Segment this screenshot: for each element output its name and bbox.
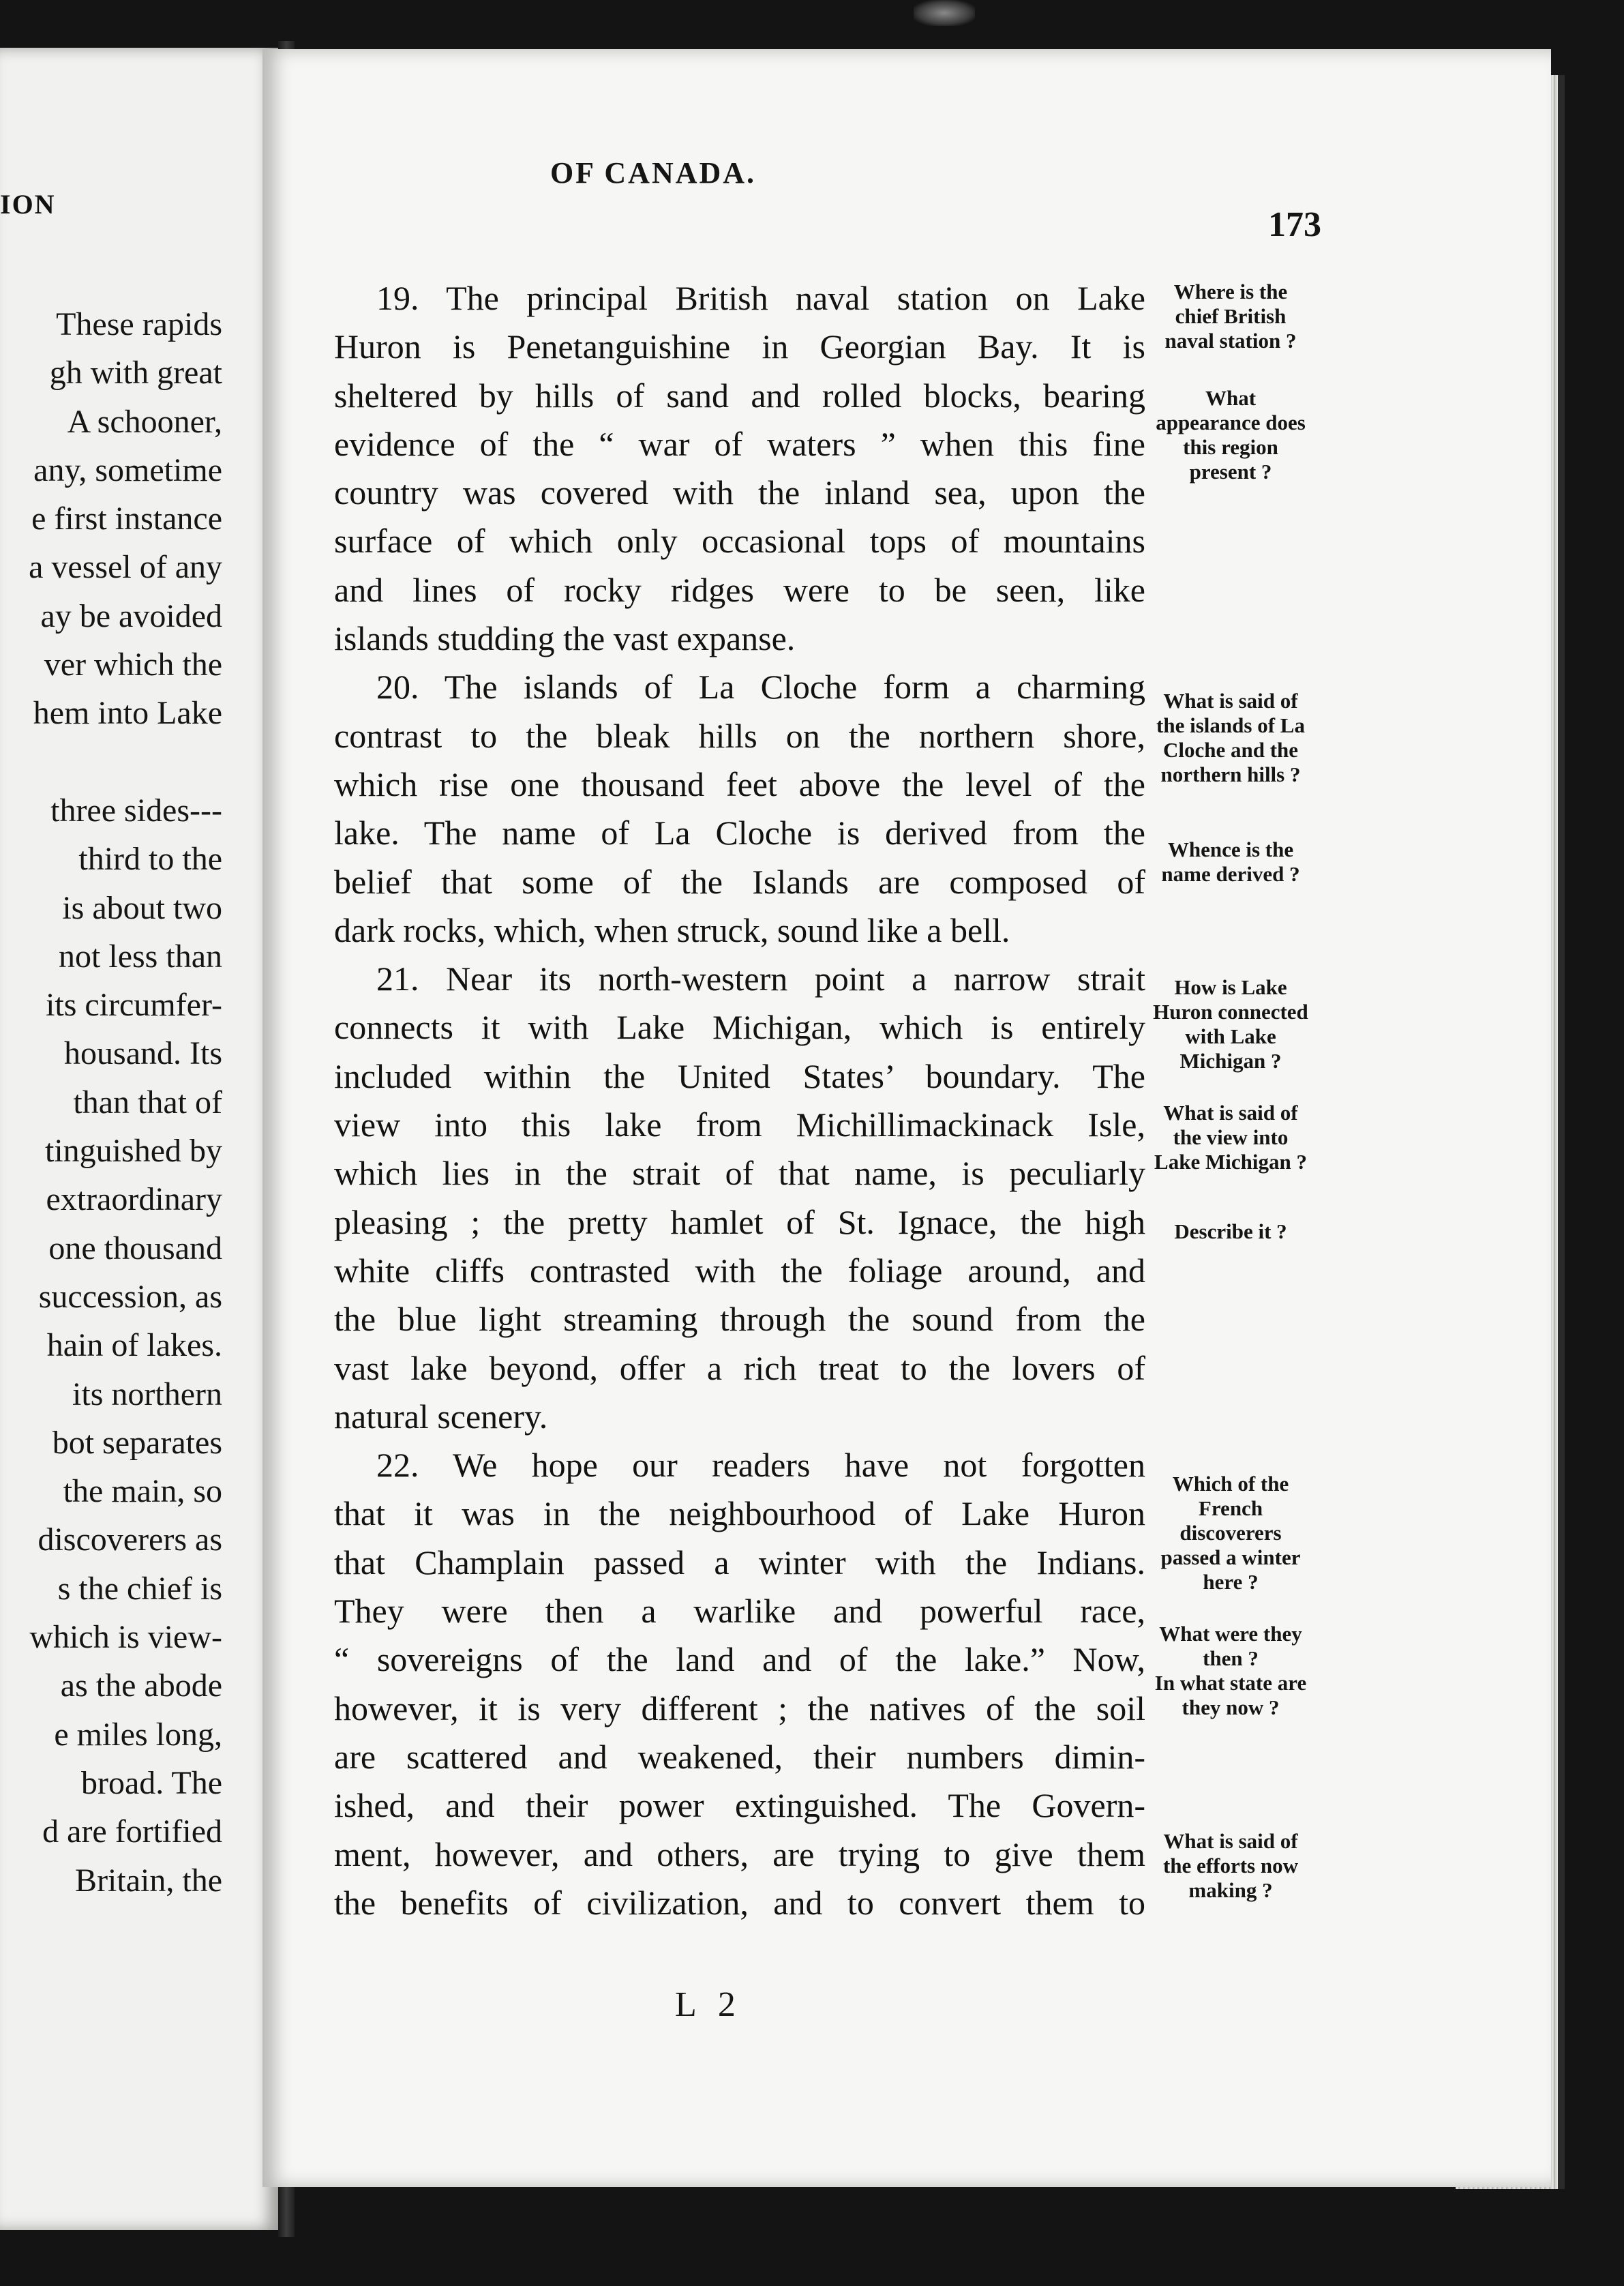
paragraph-22-line: ished, and their power extinguished. The Govern- [334, 1786, 1145, 1825]
paragraph-22-line: are scattered and weakened, their numbers dimin- [334, 1737, 1145, 1776]
left-line: its northern [72, 1376, 222, 1412]
paragraph-21-line: connects it with Lake Michigan, which is entirely [334, 1008, 1145, 1047]
paragraph-21-line: vast lake beyond, offer a rich treat to the lovers of [334, 1348, 1145, 1387]
left-line: Britain, the [75, 1862, 222, 1899]
paragraph-22-line: They were then a warlike and powerful race, [334, 1592, 1145, 1631]
left-line: ay be avoided [40, 597, 222, 634]
paragraph-19-line: sheltered by hills of sand and rolled blocks, bearing [334, 376, 1145, 415]
left-line: e miles long, [54, 1716, 222, 1753]
margin-note: Which of the French discoverers passed a winter here ? [1160, 1472, 1301, 1594]
paragraph-22-line: the benefits of civilization, and to convert them to [334, 1883, 1145, 1922]
left-line: which is view- [29, 1619, 222, 1656]
margin-note: Describe it ? [1174, 1219, 1287, 1243]
paragraph-21-line: natural scenery. [334, 1397, 548, 1436]
paragraph-21-line: white cliffs contrasted with the foliage around, and [334, 1251, 1145, 1290]
margin-note: How is Lake Huron connected with Lake Michigan ? [1153, 975, 1308, 1073]
left-page [0, 48, 278, 2230]
margin-note: What were they then ? [1159, 1622, 1302, 1670]
paragraph-21-line: included within the United States’ boundary. The [334, 1056, 1145, 1095]
left-line [0, 738, 222, 786]
left-line: A schooner, [67, 403, 222, 440]
left-line: three sides--- [50, 792, 222, 829]
left-line: bot separates [52, 1424, 222, 1461]
left-line: is about two [62, 889, 222, 926]
paragraph-20-line: contrast to the bleak hills on the northern shore, [334, 716, 1145, 755]
left-line: hem into Lake [33, 695, 222, 732]
left-line: e first instance [31, 501, 222, 537]
paragraph-19-line: evidence of the “ war of waters ” when this fine [334, 424, 1145, 463]
paragraph-21-line: view into this lake from Michillimackinack Isle, [334, 1105, 1145, 1144]
body-text [334, 274, 1145, 1927]
paragraph-21-line: which lies in the strait of that name, is peculiarly [334, 1154, 1145, 1193]
left-line: extraordinary [46, 1181, 222, 1218]
left-line: d are fortified [42, 1813, 222, 1850]
left-line: its circumfer- [46, 987, 222, 1024]
paragraph-20-line: lake. The name of La Cloche is derived from the [334, 814, 1145, 852]
left-line: broad. The [80, 1764, 222, 1801]
running-head: OF CANADA. [550, 156, 757, 190]
paragraph-20-line: belief that some of the Islands are composed of [334, 862, 1145, 901]
left-line: not less than [59, 938, 222, 975]
paragraph-22-line: that Champlain passed a winter with the Indians. [334, 1543, 1145, 1582]
margin-note: In what state are they now ? [1154, 1671, 1307, 1719]
left-line: s the chief is [57, 1570, 222, 1607]
left-line: hain of lakes. [46, 1327, 222, 1364]
paragraph-22-line: 22. We hope our readers have not forgotten [376, 1446, 1145, 1485]
paragraph-20-line: which rise one thousand feet above the level of the [334, 765, 1145, 803]
left-line: gh with great [49, 355, 222, 391]
left-line: third to the [78, 841, 222, 878]
paragraph-22-line: “ sovereigns of the land and of the lake.” Now, [334, 1640, 1145, 1679]
left-line: the main, so [63, 1473, 222, 1510]
left-line: any, sometime [33, 451, 222, 488]
margin-note: What appearance does this region present ? [1156, 386, 1306, 484]
paragraph-19-line: islands studding the vast expanse. [334, 619, 796, 658]
left-page-text [0, 300, 222, 1905]
paragraph-19-line: 19. The principal British naval station on Lake [376, 279, 1145, 317]
paragraph-22-line: however, it is very different ; the natives of the soil [334, 1689, 1145, 1727]
paragraph-19-line: country was covered with the inland sea, upon the [334, 473, 1145, 512]
margin-note: Whence is the name derived ? [1161, 837, 1300, 886]
paragraph-22-line: that it was in the neighbourhood of Lake Huron [334, 1494, 1145, 1533]
paragraph-20-line: dark rocks, which, when struck, sound like a bell. [334, 910, 1010, 949]
left-line: as the abode [60, 1667, 222, 1704]
paragraph-21-line: the blue light streaming through the sound from the [334, 1300, 1145, 1339]
left-line: These rapids [56, 306, 222, 342]
left-line: than that of [73, 1084, 222, 1120]
left-line: discoverers as [37, 1521, 222, 1558]
paragraph-21-line: pleasing ; the pretty hamlet of St. Ignace, the high [334, 1202, 1145, 1241]
margin-note: What is said of the view into Lake Michigan ? [1154, 1101, 1307, 1174]
paragraph-20-line: 20. The islands of La Cloche form a charming [376, 668, 1145, 707]
page-number: 173 [1268, 205, 1321, 244]
left-line: housand. Its [64, 1035, 222, 1072]
paragraph-19-line: Huron is Penetanguishine in Georgian Bay. It is [334, 327, 1145, 366]
paragraph-21-line: 21. Near its north-western point a narrow strait [376, 960, 1145, 998]
left-line: ver which the [44, 647, 222, 683]
left-page-header: ION [0, 189, 56, 220]
left-line: succession, as [38, 1278, 222, 1315]
left-line: a vessel of any [29, 549, 222, 586]
paragraph-19-line: and lines of rocky ridges were to be seen, like [334, 570, 1145, 609]
margin-note: What is said of the efforts now making ? [1162, 1829, 1298, 1902]
left-line: one thousand [48, 1230, 222, 1266]
margin-note: What is said of the islands of La Cloche and the northern hills ? [1156, 689, 1305, 786]
paragraph-22-line: ment, however, and others, are trying to give them [334, 1835, 1145, 1873]
signature-mark: L 2 [675, 1985, 742, 2024]
left-line: tinguished by [45, 1133, 222, 1170]
paragraph-19-line: surface of which only occasional tops of mountains [334, 522, 1145, 561]
top-smudge [914, 0, 975, 26]
margin-note: Where is the chief British naval station ? [1164, 280, 1297, 353]
